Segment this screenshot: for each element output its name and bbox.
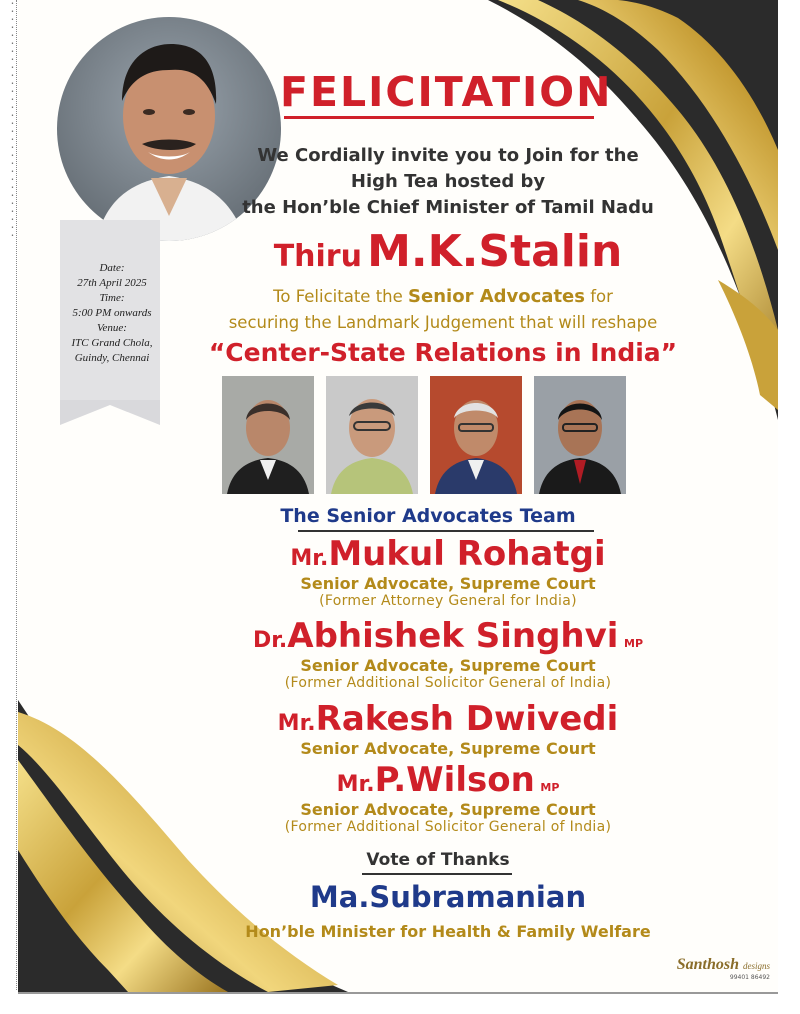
headline-phrase: “Center-State Relations in India” — [208, 338, 678, 367]
purpose-line-2: securing the Landmark Judgement that will reshape — [228, 313, 658, 332]
event-date: 27th April 2025 — [77, 277, 147, 289]
purpose-line-1 — [168, 284, 718, 310]
advocate-full-name: Abhishek Singhvi — [287, 616, 619, 656]
vote-of-thanks-heading: Vote of Thanks — [366, 850, 510, 870]
team-heading: The Senior Advocates Team — [280, 505, 576, 527]
purpose-line-1-end: for — [590, 287, 613, 306]
designer-credit — [677, 956, 770, 981]
event-details — [46, 261, 178, 366]
event-time: 5:00 PM onwards — [72, 307, 152, 319]
advocate-photo-3 — [430, 376, 522, 494]
advocate-role: Senior Advocate, Supreme Court — [300, 574, 596, 593]
advocate-entry-1 — [168, 534, 728, 610]
team-heading-underline — [298, 530, 594, 532]
advocate-name — [168, 699, 728, 739]
advocate-note: (Former Additional Solicitor General of India) — [284, 819, 612, 835]
invitation-line-1: We Cordially invite you to Join for the — [257, 145, 639, 166]
advocate-note: (Former Attorney General for India) — [319, 593, 577, 609]
advocate-entry-3 — [168, 699, 728, 758]
host-prefix: Thiru — [273, 239, 362, 274]
invitation-line-3: the Hon’ble Chief Minister of Tamil Nadu — [242, 197, 654, 218]
advocate-role: Senior Advocate, Supreme Court — [300, 739, 596, 758]
advocate-entry-2 — [168, 616, 728, 692]
designer-suffix: designs — [743, 961, 770, 971]
advocate-photo-1 — [222, 376, 314, 494]
purpose-line-1-highlight: Senior Advocates — [408, 286, 585, 307]
venue-line-2: Guindy, Chennai — [74, 352, 150, 364]
advocate-honorific: Mr. — [277, 711, 316, 736]
advocate-honorific: Mr. — [336, 772, 375, 797]
vote-of-thanks-name: Ma.Subramanian — [309, 880, 587, 914]
advocate-photo-2 — [326, 376, 418, 494]
advocate-photos — [222, 376, 642, 494]
advocate-photo-4 — [534, 376, 626, 494]
title-underline — [284, 116, 594, 119]
time-label: Time: — [99, 292, 125, 304]
advocate-name — [168, 616, 728, 656]
felicitation-advertisement — [18, 0, 778, 994]
designer-phone: 99401 86492 — [729, 974, 770, 981]
designer-name: Santhosh — [676, 956, 739, 973]
adjacent-column-strip: • • • • • • • • • • • • • • • • • • • • • • • • • • • • • • — [0, 0, 17, 990]
vote-of-thanks-underline — [362, 873, 512, 875]
advocate-note: (Former Additional Solicitor General of India) — [284, 675, 612, 691]
advocate-suffix: MP — [540, 781, 560, 794]
host-main-name: M.K.Stalin — [367, 226, 623, 277]
invitation-text — [208, 143, 688, 221]
page-title: FELICITATION — [280, 68, 613, 116]
advocate-role: Senior Advocate, Supreme Court — [300, 656, 596, 675]
venue-line-1: ITC Grand Chola, — [71, 337, 153, 349]
purpose-line-1-start: To Felicitate the — [273, 287, 403, 306]
advocate-name — [168, 760, 728, 800]
advocate-honorific: Mr. — [290, 546, 329, 571]
advocate-honorific: Dr. — [252, 628, 288, 653]
advocate-full-name: Mukul Rohatgi — [328, 534, 606, 574]
purpose-text — [168, 284, 718, 336]
advocate-full-name: Rakesh Dwivedi — [315, 699, 619, 739]
advocate-name — [168, 534, 728, 574]
advocate-suffix: MP — [624, 637, 644, 650]
host-name — [208, 226, 688, 277]
advocate-role: Senior Advocate, Supreme Court — [300, 800, 596, 819]
vote-of-thanks-role: Hon’ble Minister for Health & Family Welfare — [245, 922, 651, 941]
venue-label: Venue: — [97, 322, 127, 334]
date-label: Date: — [99, 262, 125, 274]
invitation-line-2: High Tea hosted by — [350, 171, 546, 192]
advocate-full-name: P.Wilson — [374, 760, 535, 800]
advocate-entry-4 — [168, 760, 728, 836]
